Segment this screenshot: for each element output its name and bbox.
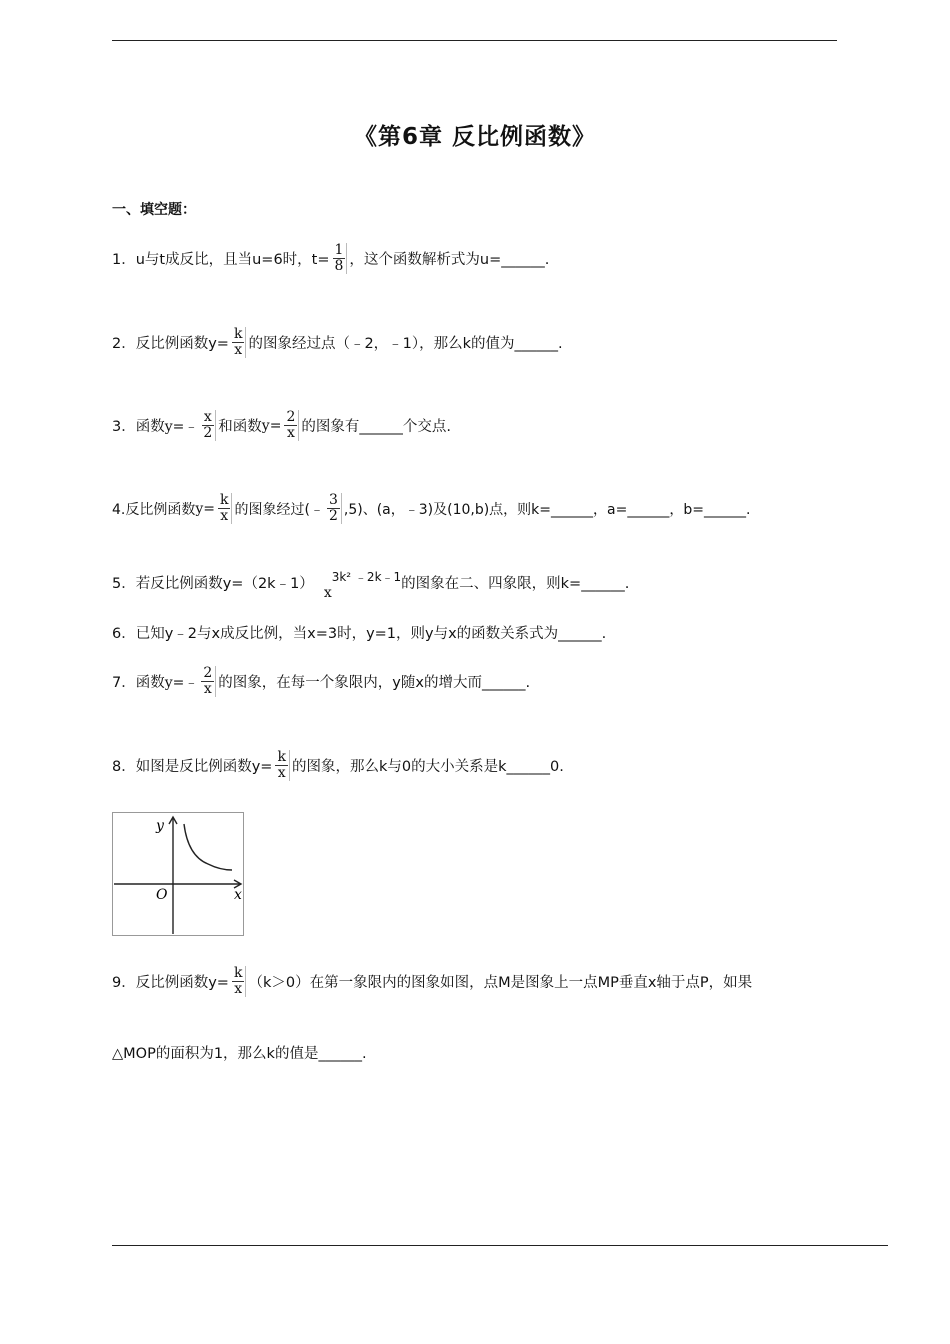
q2-frac-denominator: x <box>234 342 243 358</box>
section-heading: 一、填空题： <box>112 202 196 218</box>
q9-text-line2: △MOP的面积为1，那么k的值是______. <box>112 1046 367 1062</box>
q8-frac-denominator: x <box>277 765 286 781</box>
q9-text-post: （k＞0）在第一象限内的图象如图，点M是图象上一点MP垂直x轴于点P，如果 <box>248 975 753 991</box>
q4-expr-1: y= <box>195 500 215 517</box>
page-title: 《第6章 反比例函数》 <box>353 124 596 150</box>
q4-text-mid: 的图象经过(﹣ <box>234 501 324 518</box>
question-7 <box>112 666 530 697</box>
q7-fraction <box>200 666 216 697</box>
graph-origin-label: O <box>156 887 168 903</box>
q5-text-post: 的图象在二、四象限，则k=______. <box>401 576 630 592</box>
q3-expr-2: y= <box>261 417 282 434</box>
q8-text-post: 的图象，那么k与0的大小关系是k______0. <box>291 759 564 775</box>
q4-frac1-numerator: k <box>220 492 229 508</box>
q3-fraction-1 <box>200 410 216 441</box>
q1-frac-numerator: 1 <box>334 242 344 258</box>
q1-text-pre: 1．u与t成反比，且当u=6时，t= <box>112 252 330 268</box>
q8-text-pre: 8．如图是反比例函数y= <box>112 759 273 775</box>
q3-text-mid: 和函数 <box>218 419 262 435</box>
q4-fraction-1 <box>217 493 232 524</box>
question-1 <box>112 243 549 274</box>
q4-frac2-denominator: 2 <box>328 508 338 524</box>
q8-fraction <box>274 750 289 781</box>
hyperbola-graph <box>112 812 244 936</box>
q4-frac1-denominator: x <box>220 508 229 524</box>
footer-rule <box>112 1245 888 1246</box>
graph-frame <box>113 813 244 936</box>
question-4 <box>112 493 750 524</box>
q2-fraction <box>231 327 246 358</box>
q6-text: 6．已知y﹣2与x成反比例，当x=3时，y=1，则y与x的函数关系式为______. <box>112 626 607 642</box>
question-5 <box>112 570 630 601</box>
question-9 <box>112 966 752 997</box>
q1-fraction <box>332 243 348 274</box>
question-2 <box>112 327 563 358</box>
q7-text-pre: 7．函数 <box>112 675 165 691</box>
q3-text-post: 的图象有______个交点. <box>301 419 451 435</box>
q9-frac-numerator: k <box>233 965 243 981</box>
q4-frac2-numerator: 3 <box>328 492 338 508</box>
q1-text-post: ，这个函数解析式为u=______. <box>349 252 550 268</box>
q3-text-pre: 3．函数 <box>112 419 165 435</box>
q3-expr-1: y=﹣ <box>164 418 199 435</box>
graph-y-label: y <box>156 818 164 834</box>
q9-frac-denominator: x <box>234 981 243 997</box>
question-8 <box>112 750 564 781</box>
q5-text-pre: 5．若反比例函数y=（2k﹣1） <box>112 576 314 592</box>
q3-frac1-denominator: 2 <box>203 425 213 441</box>
graph-x-label: x <box>234 887 242 903</box>
q5-base: x <box>323 584 332 601</box>
q2-frac-numerator: k <box>233 326 243 342</box>
q4-text-pre: 4.反比例函数 <box>112 501 196 518</box>
q1-frac-denominator: 8 <box>334 258 344 274</box>
q5-exponent: 3k² ﹣2k﹣1 <box>331 570 402 584</box>
question-3 <box>112 410 451 441</box>
q7-expr: y=﹣ <box>164 674 199 691</box>
q4-text-post: ,5)、(a，﹣3)及(10,b)点，则k=______，a=______，b=______. <box>343 501 751 518</box>
question-9-line-2 <box>112 1042 367 1063</box>
q7-frac-numerator: 2 <box>203 665 213 681</box>
q7-frac-denominator: x <box>203 681 212 697</box>
q3-fraction-2 <box>283 410 299 441</box>
q9-fraction <box>231 966 246 997</box>
q8-frac-numerator: k <box>277 749 286 765</box>
question-6 <box>112 622 606 643</box>
header-rule <box>112 40 837 41</box>
hyperbola-curve <box>184 824 232 870</box>
q9-text-pre: 9．反比例函数y= <box>112 975 229 991</box>
q3-frac2-numerator: 2 <box>286 409 296 425</box>
q3-frac2-denominator: x <box>286 425 295 441</box>
q3-frac1-numerator: x <box>203 409 212 425</box>
q2-text-pre: 2．反比例函数y= <box>112 336 229 352</box>
q4-fraction-2 <box>326 493 342 524</box>
q2-text-post: 的图象经过点（﹣2，﹣1），那么k的值为______. <box>248 336 563 352</box>
q7-text-post: 的图象，在每一个象限内，y随x的增大而______. <box>218 675 531 691</box>
